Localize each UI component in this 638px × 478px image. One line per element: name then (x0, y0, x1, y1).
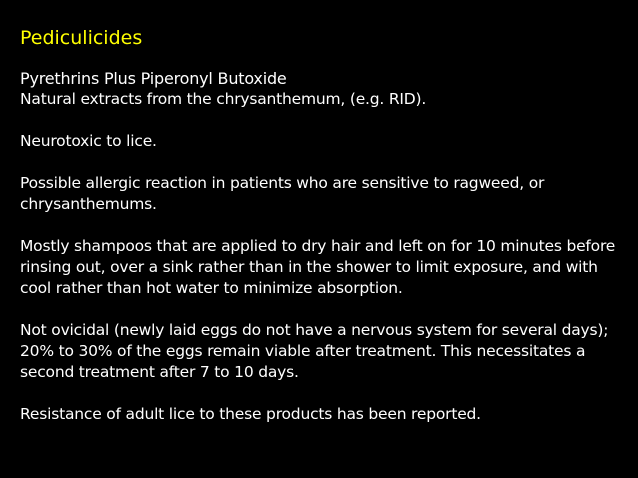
slide-title: Pediculicides (20, 27, 143, 49)
paragraph-not-ovicidal: Not ovicidal (newly laid eggs do not have a nervous system for several days); 20% to 30% of the eggs remain viable after treatment. This necessitates a second treatment after 7 to 10 days. (20, 321, 609, 381)
paragraph-neurotoxic: Neurotoxic to lice. (20, 132, 157, 150)
subheading: Pyrethrins Plus Piperonyl Butoxide (20, 69, 287, 88)
paragraph-natural-extracts: Natural extracts from the chrysanthemum, (e.g. RID). (20, 90, 427, 108)
slide-body (20, 68, 626, 425)
paragraph-shampoo-use: Mostly shampoos that are applied to dry hair and left on for 10 minutes before rinsing out, over a sink rather than in the shower to limit exposure, and with cool rather than hot water to minimize absorption. (20, 237, 616, 297)
paragraph-allergic-reaction: Possible allergic reaction in patients who are sensitive to ragweed, or chrysanthemums. (20, 174, 545, 213)
paragraph-resistance: Resistance of adult lice to these products has been reported. (20, 405, 481, 423)
